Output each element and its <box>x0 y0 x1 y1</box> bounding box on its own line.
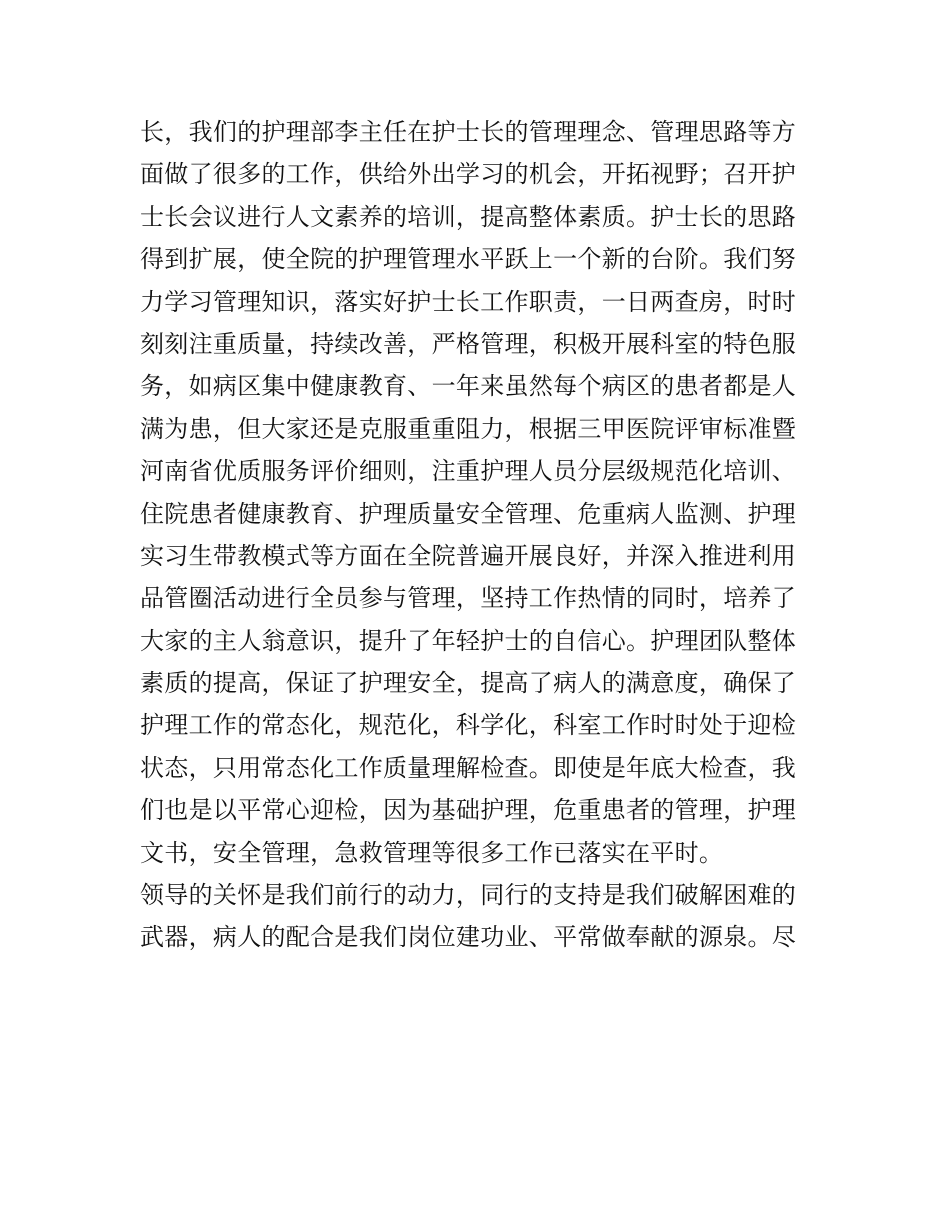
text-line: 大家的主人翁意识，提升了年轻护士的自信心。护理团队整体 <box>140 626 797 655</box>
text-line: 状态，只用常态化工作质量理解检查。即使是年底大检查，我 <box>140 753 797 782</box>
text-line: 满为患，但大家还是克服重重阻力，根据三甲医院评审标准暨 <box>140 414 797 443</box>
text-line: 武器，病人的配合是我们岗位建功业、平常做奉献的源泉。尽 <box>140 923 797 952</box>
text-line: 素质的提高，保证了护理安全，提高了病人的满意度，确保了 <box>140 669 797 698</box>
text-line: 长，我们的护理部李主任在护士长的管理理念、管理思路等方 <box>140 118 797 146</box>
text-line: 河南省优质服务评价细则，注重护理人员分层级规范化培训、 <box>140 457 797 486</box>
text-line: 力学习管理知识，落实好护士长工作职责，一日两查房，时时 <box>140 287 797 316</box>
text-line: 们也是以平常心迎检，因为基础护理，危重患者的管理，护理 <box>140 796 797 825</box>
text-line: 刻刻注重质量，持续改善，严格管理，积极开展科室的特色服 <box>140 329 797 358</box>
text-line: 得到扩展，使全院的护理管理水平跃上一个新的台阶。我们努 <box>140 245 797 274</box>
text-line: 文书，安全管理，急救管理等很多工作已落实在平时。 <box>140 838 724 867</box>
text-line: 面做了很多的工作，供给外出学习的机会，开拓视野；召开护 <box>140 160 797 189</box>
text-line: 品管圈活动进行全员参与管理，坚持工作热情的同时，培养了 <box>140 584 797 613</box>
text-line: 住院患者健康教育、护理质量安全管理、危重病人监测、护理 <box>140 499 797 528</box>
text-line: 护理工作的常态化，规范化，科学化，科室工作时时处于迎检 <box>140 711 797 740</box>
body-text <box>140 111 840 959</box>
text-line: 士长会议进行人文素养的培训，提高整体素质。护士长的思路 <box>140 202 797 231</box>
text-line: 务，如病区集中健康教育、一年来虽然每个病区的患者都是人 <box>140 372 797 401</box>
text-line: 领导的关怀是我们前行的动力，同行的支持是我们破解困难的 <box>140 881 797 910</box>
text-line: 实习生带教模式等方面在全院普遍开展良好，并深入推进利用 <box>140 541 797 570</box>
